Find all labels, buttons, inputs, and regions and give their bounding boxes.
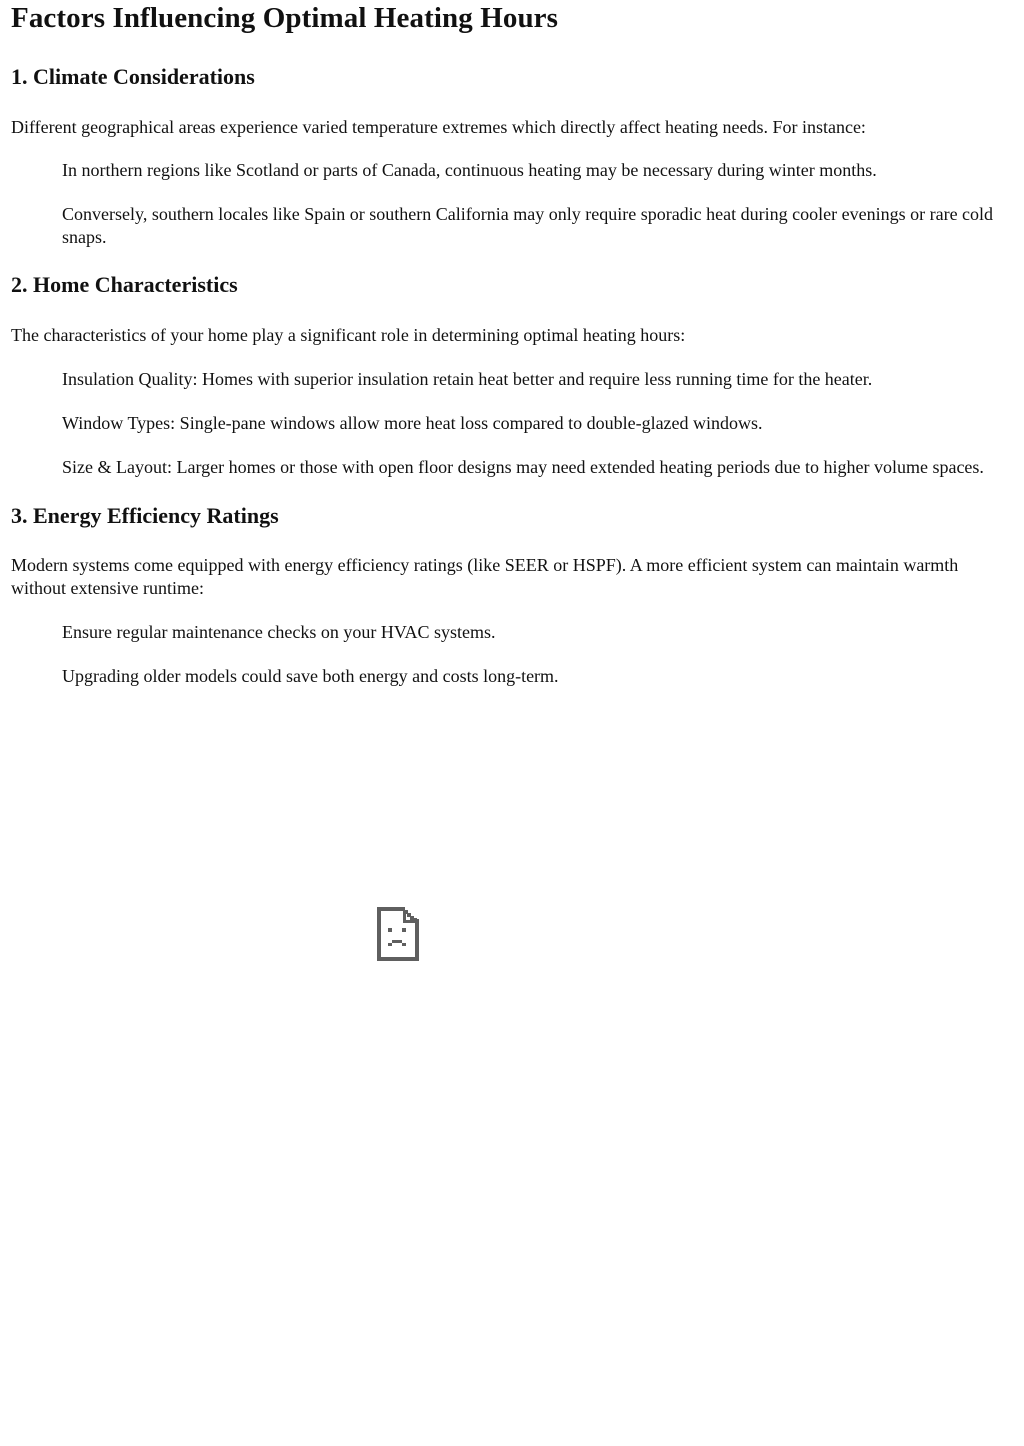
list-item: In northern regions like Scotland or parts of Canada, continuous heating may be necessary during winter months. bbox=[62, 160, 877, 180]
section-intro-home: The characteristics of your home play a significant role in determining optimal heating hours: bbox=[11, 325, 686, 345]
list-item: Upgrading older models could save both energy and costs long-term. bbox=[62, 666, 559, 686]
efficiency-list bbox=[11, 621, 1011, 688]
list-item: Insulation Quality: Homes with superior insulation retain heat better and require less running time for the heater. bbox=[62, 369, 873, 389]
list-item: Size & Layout: Larger homes or those with open floor designs may need extended heating periods due to higher volume spaces. bbox=[62, 457, 984, 477]
article bbox=[11, 0, 1011, 688]
broken-image-icon bbox=[376, 906, 420, 962]
section-heading-efficiency: 3. Energy Efficiency Ratings bbox=[11, 503, 279, 528]
section-heading-climate: 1. Climate Considerations bbox=[11, 64, 255, 89]
climate-list bbox=[11, 159, 1011, 249]
list-item: Conversely, southern locales like Spain or southern California may only require sporadic heat during cooler evenings or rare cold snaps. bbox=[62, 204, 994, 247]
home-list bbox=[11, 368, 1011, 479]
list-item: Ensure regular maintenance checks on your HVAC systems. bbox=[62, 622, 496, 642]
section-intro-efficiency: Modern systems come equipped with energy efficiency ratings (like SEER or HSPF). A more efficient system can maintain warmth without extensive runtime: bbox=[11, 555, 959, 598]
section-heading-home: 2. Home Characteristics bbox=[11, 272, 238, 297]
section-intro-climate: Different geographical areas experience varied temperature extremes which directly affect heating needs. For instance: bbox=[11, 117, 866, 137]
page-title: Factors Influencing Optimal Heating Hours bbox=[11, 2, 559, 34]
list-item: Window Types: Single-pane windows allow more heat loss compared to double-glazed windows. bbox=[62, 413, 763, 433]
